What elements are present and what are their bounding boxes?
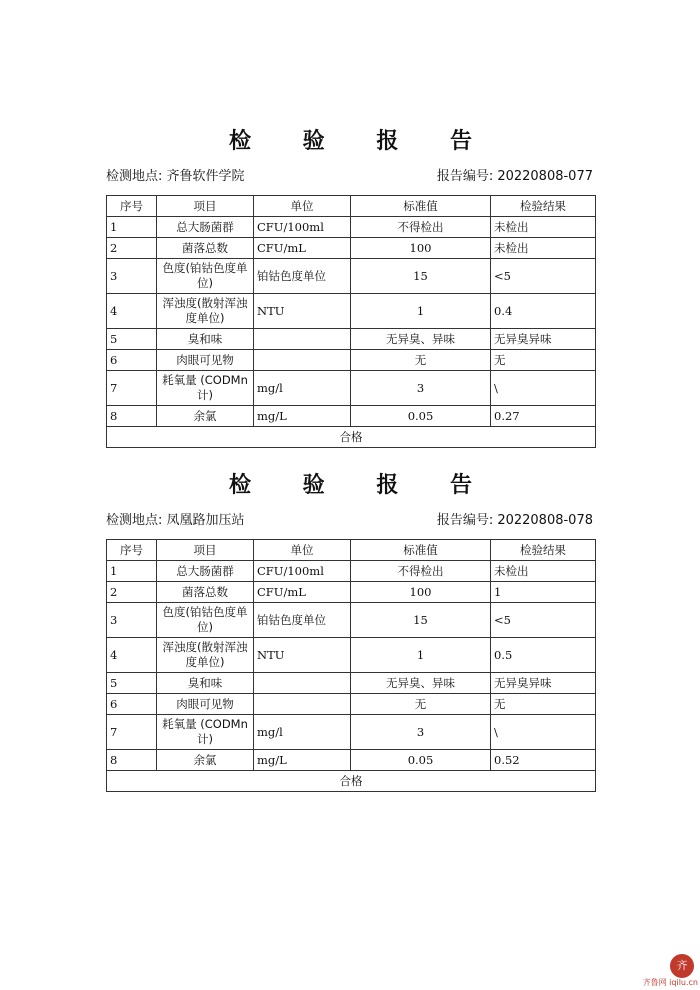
col-header: 标准值 (351, 540, 491, 561)
conclusion-row (107, 427, 596, 448)
cell: 无异臭异味 (491, 673, 596, 694)
cell (254, 673, 351, 694)
table-header-row (107, 196, 596, 217)
cell: 总大肠菌群 (157, 217, 254, 238)
results-table (106, 195, 596, 448)
table-row (107, 350, 596, 371)
conclusion-cell: 合格 (107, 771, 596, 792)
table-row (107, 638, 596, 673)
cell: 3 (107, 259, 157, 294)
cell (254, 329, 351, 350)
cell: 100 (351, 582, 491, 603)
table-row (107, 694, 596, 715)
cell: 4 (107, 294, 157, 329)
cell: 色度(铂钴色度单位) (157, 603, 254, 638)
table-row (107, 603, 596, 638)
cell: 0.05 (351, 750, 491, 771)
cell: NTU (254, 638, 351, 673)
cell: 余氯 (157, 750, 254, 771)
cell: 5 (107, 329, 157, 350)
cell: 未检出 (491, 238, 596, 259)
cell: 臭和味 (157, 673, 254, 694)
cell: 无 (491, 350, 596, 371)
cell: <5 (491, 259, 596, 294)
cell: 无异臭、异味 (351, 673, 491, 694)
location-label: 检测地点: 凤凰路加压站 (106, 513, 245, 528)
cell: 无异臭异味 (491, 329, 596, 350)
cell: \ (491, 715, 596, 750)
cell: 余氯 (157, 406, 254, 427)
col-header: 项目 (157, 196, 254, 217)
table-row (107, 673, 596, 694)
report-meta (106, 511, 595, 531)
cell: \ (491, 371, 596, 406)
cell: 7 (107, 715, 157, 750)
table-row (107, 406, 596, 427)
cell: 铂钴色度单位 (254, 603, 351, 638)
cell: 浑浊度(散射浑浊度单位) (157, 638, 254, 673)
cell: CFU/100ml (254, 561, 351, 582)
cell: 无 (491, 694, 596, 715)
table-row (107, 750, 596, 771)
table-row (107, 371, 596, 406)
cell: 5 (107, 673, 157, 694)
cell: <5 (491, 603, 596, 638)
cell (254, 694, 351, 715)
cell: mg/L (254, 406, 351, 427)
cell: 铂钴色度单位 (254, 259, 351, 294)
col-header: 标准值 (351, 196, 491, 217)
cell: 0.27 (491, 406, 596, 427)
table-row (107, 259, 596, 294)
col-header: 检验结果 (491, 196, 596, 217)
cell: 肉眼可见物 (157, 694, 254, 715)
cell: 无异臭、异味 (351, 329, 491, 350)
cell: 15 (351, 259, 491, 294)
cell: 3 (351, 715, 491, 750)
cell: 2 (107, 238, 157, 259)
table-row (107, 329, 596, 350)
cell: 总大肠菌群 (157, 561, 254, 582)
watermark-text: 齐鲁网 iqilu.cn (642, 978, 698, 987)
cell: 3 (351, 371, 491, 406)
cell: 1 (491, 582, 596, 603)
report-title: 检 验 报 告 (229, 473, 494, 498)
cell: 0.5 (491, 638, 596, 673)
cell: 未检出 (491, 561, 596, 582)
cell: 1 (351, 294, 491, 329)
cell: 不得检出 (351, 217, 491, 238)
cell: mg/l (254, 715, 351, 750)
location-label: 检测地点: 齐鲁软件学院 (106, 169, 245, 184)
cell: 菌落总数 (157, 582, 254, 603)
cell: 未检出 (491, 217, 596, 238)
cell: mg/l (254, 371, 351, 406)
report-number: 报告编号: 20220808-078 (436, 513, 593, 528)
cell: mg/L (254, 750, 351, 771)
cell: 1 (107, 217, 157, 238)
cell (254, 350, 351, 371)
cell: 臭和味 (157, 329, 254, 350)
cell: 8 (107, 750, 157, 771)
cell: 肉眼可见物 (157, 350, 254, 371)
cell: 6 (107, 694, 157, 715)
cell: 0.52 (491, 750, 596, 771)
table-row (107, 294, 596, 329)
cell: 耗氧量 (CODMn计) (157, 715, 254, 750)
table-row (107, 582, 596, 603)
table-row (107, 217, 596, 238)
cell: 耗氧量 (CODMn计) (157, 371, 254, 406)
report-number: 报告编号: 20220808-077 (436, 169, 593, 184)
conclusion-cell: 合格 (107, 427, 596, 448)
cell: 不得检出 (351, 561, 491, 582)
cell: 色度(铂钴色度单位) (157, 259, 254, 294)
cell: 无 (351, 350, 491, 371)
col-header: 序号 (107, 540, 157, 561)
table-row (107, 238, 596, 259)
cell: 1 (107, 561, 157, 582)
cell: 1 (351, 638, 491, 673)
cell: 15 (351, 603, 491, 638)
cell: 3 (107, 603, 157, 638)
col-header: 检验结果 (491, 540, 596, 561)
cell: 6 (107, 350, 157, 371)
results-table (106, 539, 596, 792)
cell: 2 (107, 582, 157, 603)
cell: 100 (351, 238, 491, 259)
cell: 8 (107, 406, 157, 427)
cell: 7 (107, 371, 157, 406)
report-meta (106, 167, 595, 187)
cell: NTU (254, 294, 351, 329)
col-header: 序号 (107, 196, 157, 217)
col-header: 单位 (254, 540, 351, 561)
cell: 无 (351, 694, 491, 715)
cell: 菌落总数 (157, 238, 254, 259)
cell: CFU/100ml (254, 217, 351, 238)
watermark-logo-icon: 齐 (670, 954, 694, 978)
cell: 浑浊度(散射浑浊度单位) (157, 294, 254, 329)
conclusion-row (107, 771, 596, 792)
cell: CFU/mL (254, 582, 351, 603)
report-2 (106, 470, 595, 792)
col-header: 项目 (157, 540, 254, 561)
report-1 (106, 126, 595, 448)
table-row (107, 561, 596, 582)
report-title: 检 验 报 告 (229, 129, 494, 154)
table-header-row (107, 540, 596, 561)
cell: 0.4 (491, 294, 596, 329)
cell: 0.05 (351, 406, 491, 427)
cell: 4 (107, 638, 157, 673)
col-header: 单位 (254, 196, 351, 217)
cell: CFU/mL (254, 238, 351, 259)
table-row (107, 715, 596, 750)
